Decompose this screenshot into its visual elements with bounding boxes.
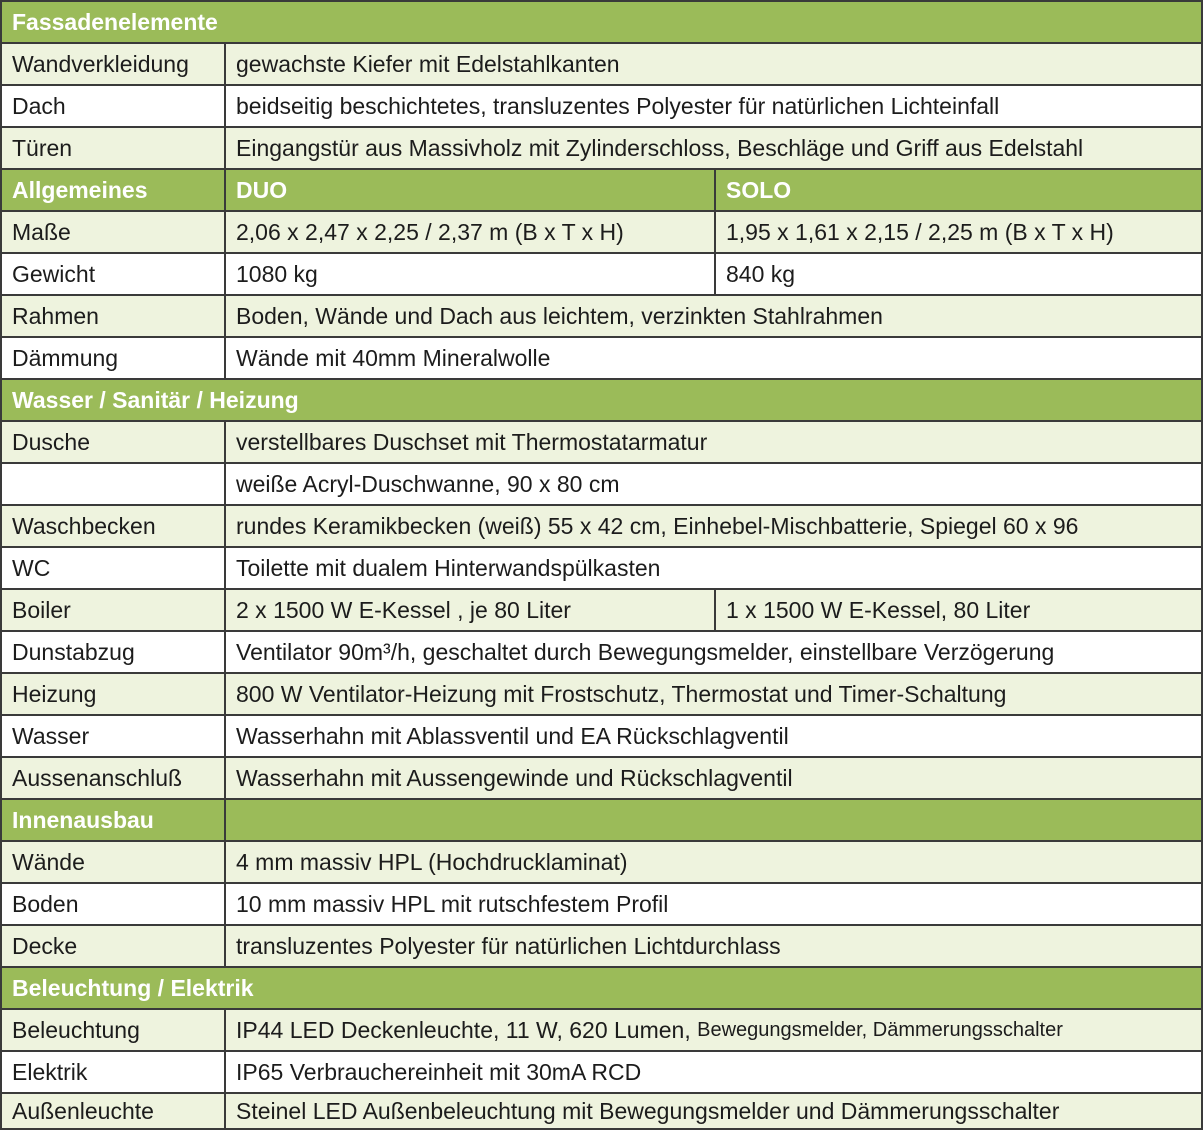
row-label: Aussenanschluß [12, 764, 183, 791]
row-label: Wände [12, 848, 85, 875]
table-row [2, 1092, 1201, 1128]
row-value-solo: 1,95 x 1,61 x 2,15 / 2,25 m (B x T x H) [714, 212, 1201, 252]
row-label: Waschbecken [12, 512, 156, 539]
row-label: Boiler [12, 596, 71, 623]
row-value-solo: 1 x 1500 W E-Kessel, 80 Liter [714, 590, 1201, 630]
row-label: Wandverkleidung [12, 50, 189, 77]
row-value: transluzentes Polyester für natürlichen Lichtdurchlass [224, 926, 1201, 966]
row-label: Boden [12, 890, 79, 917]
row-value: Boden, Wände und Dach aus leichtem, verzinkten Stahlrahmen [224, 296, 1201, 336]
row-value: 800 W Ventilator-Heizung mit Frostschutz, Thermostat und Timer-Schaltung [224, 674, 1201, 714]
row-value: Eingangstür aus Massivholz mit Zylinderschloss, Beschläge und Griff aus Edelstahl [224, 128, 1201, 168]
section-title: Allgemeines [12, 176, 148, 203]
table-row [2, 462, 1201, 504]
row-value: 10 mm massiv HPL mit rutschfestem Profil [224, 884, 1201, 924]
row-value: beidseitig beschichtetes, transluzentes Polyester für natürlichen Lichteinfall [224, 86, 1201, 126]
row-value-duo: 2 x 1500 W E-Kessel , je 80 Liter [224, 590, 714, 630]
row-value: 4 mm massiv HPL (Hochdrucklaminat) [224, 842, 1201, 882]
table-row [2, 756, 1201, 798]
table-row [2, 672, 1201, 714]
row-value: verstellbares Duschset mit Thermostatarmatur [224, 422, 1201, 462]
table-row [2, 84, 1201, 126]
row-label: Wasser [12, 722, 90, 749]
table-row [2, 420, 1201, 462]
section-title: Wasser / Sanitär / Heizung [12, 386, 299, 413]
section-title: Beleuchtung / Elektrik [12, 974, 254, 1001]
row-value: Steinel LED Außenbeleuchtung mit Bewegungsmelder und Dämmerungsschalter [224, 1094, 1201, 1128]
row-label: WC [12, 554, 51, 581]
row-label: Rahmen [12, 302, 99, 329]
table-row [2, 504, 1201, 546]
row-value: Toilette mit dualem Hinterwandspülkasten [224, 548, 1201, 588]
table-row [2, 924, 1201, 966]
table-row [2, 630, 1201, 672]
row-label [2, 464, 224, 504]
section-header-empty [224, 800, 1201, 840]
section-header-beleuchtung [2, 966, 1201, 1008]
row-label: Heizung [12, 680, 97, 707]
row-label: Elektrik [12, 1058, 88, 1085]
table-row [2, 126, 1201, 168]
row-value: Wände mit 40mm Mineralwolle [224, 338, 1201, 378]
table-row [2, 252, 1201, 294]
section-header-allgemeines [2, 168, 1201, 210]
row-value: Ventilator 90m³/h, geschaltet durch Bewegungsmelder, einstellbare Verzögerung [224, 632, 1201, 672]
row-value-solo: 840 kg [714, 254, 1201, 294]
table-row [2, 1008, 1201, 1050]
row-value-duo: 2,06 x 2,47 x 2,25 / 2,37 m (B x T x H) [224, 212, 714, 252]
row-label: Decke [12, 932, 78, 959]
table-row [2, 840, 1201, 882]
row-label: Dunstabzug [12, 638, 135, 665]
row-value: rundes Keramikbecken (weiß) 55 x 42 cm, Einhebel-Mischbatterie, Spiegel 60 x 96 [224, 506, 1201, 546]
row-value-main: IP44 LED Deckenleuchte, 11 W, 620 Lumen, [236, 1016, 691, 1043]
row-value [224, 1010, 1201, 1050]
section-title: Innenausbau [12, 806, 154, 833]
row-label: Türen [12, 134, 73, 161]
row-label: Dämmung [12, 344, 119, 371]
table-row [2, 714, 1201, 756]
row-value-duo: 1080 kg [224, 254, 714, 294]
table-row [2, 294, 1201, 336]
row-value-small: Bewegungsmelder, Dämmerungsschalter [697, 1018, 1063, 1041]
row-label: Dach [12, 92, 66, 119]
row-label: Außenleuchte [12, 1097, 154, 1124]
row-label: Gewicht [12, 260, 96, 287]
section-title: Fassadenelemente [12, 8, 218, 35]
row-label: Maße [12, 218, 71, 245]
row-value: weiße Acryl-Duschwanne, 90 x 80 cm [224, 464, 1201, 504]
table-row [2, 336, 1201, 378]
table-row [2, 210, 1201, 252]
section-header-wasser [2, 378, 1201, 420]
table-row [2, 1050, 1201, 1092]
section-header-fassade [2, 2, 1201, 42]
row-value: IP65 Verbrauchereinheit mit 30mA RCD [224, 1052, 1201, 1092]
column-header-solo: SOLO [714, 170, 1201, 210]
column-header-duo: DUO [224, 170, 714, 210]
row-label: Beleuchtung [12, 1016, 140, 1043]
table-row [2, 588, 1201, 630]
row-value: Wasserhahn mit Ablassventil und EA Rückschlagventil [224, 716, 1201, 756]
row-label: Dusche [12, 428, 90, 455]
table-row [2, 42, 1201, 84]
row-value: Wasserhahn mit Aussengewinde und Rückschlagventil [224, 758, 1201, 798]
section-header-innenausbau [2, 798, 1201, 840]
table-row [2, 546, 1201, 588]
table-row [2, 882, 1201, 924]
row-value: gewachste Kiefer mit Edelstahlkanten [224, 44, 1201, 84]
